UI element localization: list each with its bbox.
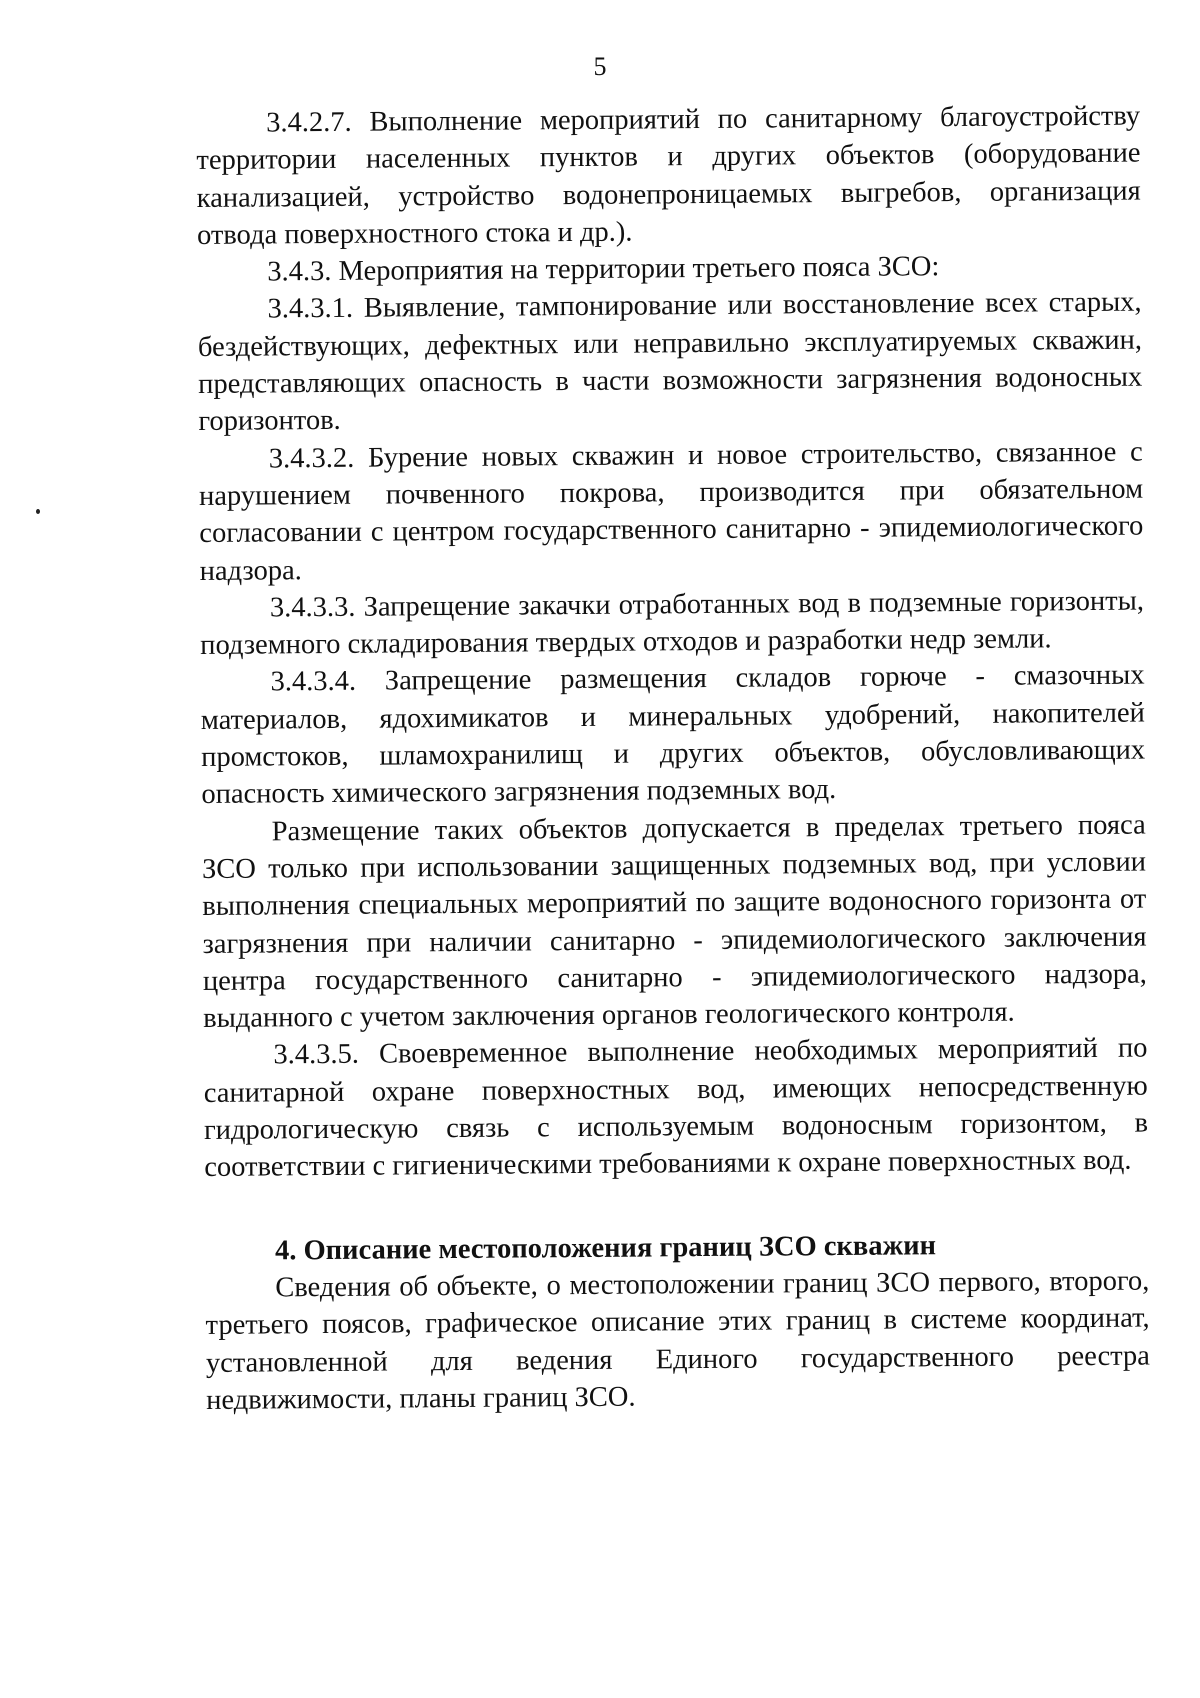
scan-speck <box>36 509 40 514</box>
paragraph-3-4-3-2: 3.4.3.2. Бурение новых скважин и новое строительство, связанное с нарушением почвенного покрова, производится при обязательном согласовании с центром государственного санитарно - эпидемиологического надзора. <box>198 436 1144 587</box>
section-4-paragraph: Сведения об объекте, о местоположении границ ЗСО первого, второго, третьего поясов, графическое описание этих границ в системе координат, установленной для ведения Единого государственного реестра недвижимости, планы границ ЗСО. <box>205 1265 1150 1416</box>
paragraph-3-4-3-1: 3.4.3.1. Выявление, тампонирование или восстановление всех старых, бездействующих, дефектных или неправильно эксплуатируемых скважин, представляющих опасность в части возможности загрязнения водоносных горизонтов. <box>197 287 1143 438</box>
document-body <box>196 98 1150 1419</box>
paragraph-3-4-3: 3.4.3. Мероприятия на территории третьего пояса ЗСО: <box>267 251 940 288</box>
paragraph-3-4-3-3: 3.4.3.3. Запрещение закачки отработанных вод в подземные горизонты, подземного складирования твердых отходов и разработки недр земли. <box>200 585 1145 662</box>
page-number: 5 <box>593 52 607 81</box>
paragraph-3-4-3-4: 3.4.3.4. Запрещение размещения складов горюче - смазочных материалов, ядохимикатов и минеральных удобрений, накопителей промстоков, шламохранилищ и других объектов, обусловливающих опасность химического загрязнения подземных вод. <box>200 660 1146 811</box>
paragraph-placement: Размещение таких объектов допускается в пределах третьего пояса ЗСО только при использовании защищенных подземных вод, при условии выполнения специальных мероприятий по защите водоносного горизонта от загрязнения при наличии санитарно - эпидемиологического заключения центра государственного санитарно - эпидемиологического надзора, выданного с учетом заключения органов геологического контроля. <box>201 809 1147 1035</box>
paragraph-3-4-3-5: 3.4.3.5. Своевременное выполнение необходимых мероприятий по санитарной охране поверхностных вод, имеющих непосредственную гидрологическую связь с используемым водоносным горизонтом, в соответствии с гигиеническими требованиями к охране поверхностных вод. <box>203 1032 1149 1184</box>
paragraph-3-4-2-7: 3.4.2.7. Выполнение мероприятий по санитарному благоустройству территории населенных пунктов и других объектов (оборудование канализацией, устройство водонепроницаемых выгребов, организация отвода поверхностного стока и др.). <box>196 100 1141 251</box>
section-4-heading: 4. Описание местоположения границ ЗСО скважин <box>274 1229 937 1267</box>
